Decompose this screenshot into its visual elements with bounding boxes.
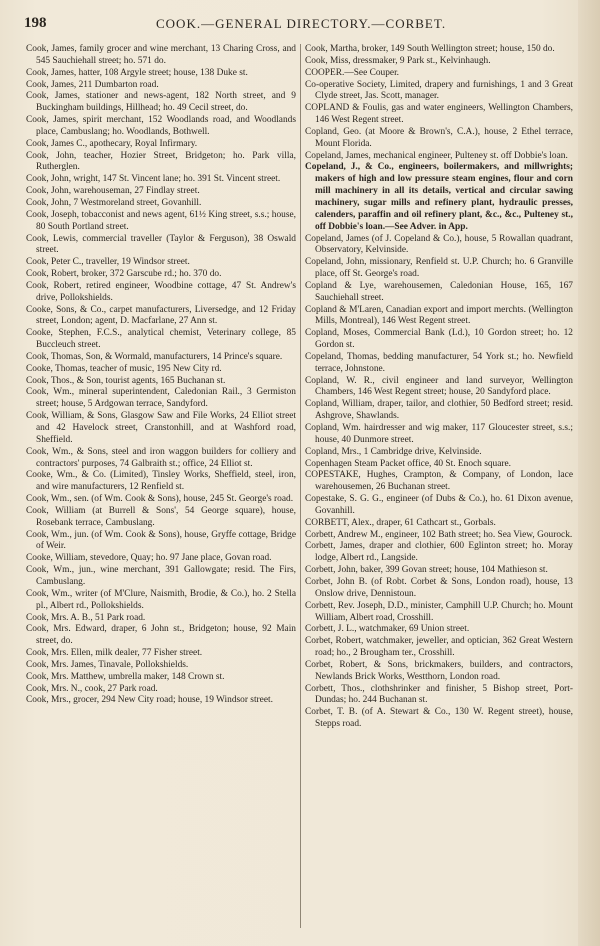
column-divider [300, 44, 301, 928]
page-header [24, 14, 564, 32]
directory-entry: Cook, James, stationer and news-agent, 182 North street, and 9 Buckingham buildings, Hillhead; ho. 49 Cecil street, do. [26, 91, 296, 114]
directory-entry: Cook, Martha, broker, 149 South Wellington street; house, 150 do. [305, 44, 555, 54]
right-column [305, 44, 573, 731]
directory-entry: Cook, William (at Burrell & Sons', 54 George square), house, Rosebank terrace, Cambuslang. [26, 505, 296, 528]
directory-entry: Cook, John, wright, 147 St. Vincent lane; ho. 391 St. Vincent street. [26, 174, 281, 185]
directory-entry: Copeland, James (of J. Copeland & Co.), house, 5 Rowallan quadrant, Observatory, Kelvinside. [305, 233, 573, 256]
directory-entry: Cooke, Wm., & Co. (Limited), Tinsley Works, Sheffield, steel, iron, and wire manufacturers, 12 Renfield st. [26, 470, 296, 493]
directory-entry: Copenhagen Steam Packet office, 40 St. Enoch square. [305, 458, 512, 469]
page-number: 198 [24, 15, 47, 31]
directory-entry: Copland & M'Laren, Canadian export and import merchts. (Wellington Mills, Montreal), 146 West Regent street. [305, 304, 573, 327]
directory-entry: COOPER.—See Couper. [305, 67, 400, 78]
directory-entry: Corbett, John, baker, 399 Govan street; house, 104 Mathieson st. [305, 565, 548, 576]
directory-entry: Copestake, S. G. G., engineer (of Dubs & Co.), ho. 61 Dixon avenue, Govanhill. [305, 494, 573, 516]
directory-entry: Cook, Robert, broker, 372 Garscube rd.; ho. 370 do. [26, 269, 222, 280]
directory-entry: Copeland, John, missionary, Renfield st. U.P. Church; ho. 6 Granville place, off St. George's road. [305, 257, 573, 280]
directory-entry: Cooke, Sons, & Co., carpet manufacturers, Liversedge, and 12 Friday street, London; agent, D. Macfarlane, 27 Ann st. [26, 304, 296, 327]
directory-entry: Copland, Moses, Commercial Bank (Ld.), 10 Gordon street; ho. 12 Gordon st. [305, 328, 573, 351]
directory-entry: Corbett, Rev. Joseph, D.D., minister, Camphill U.P. Church; ho. Mount William, Albert road, Crosshill. [305, 600, 573, 623]
directory-entry: Corbet, Robert, watchmaker, jeweller, and optician, 362 Great Western road; ho., 2 Brougham ter., Crosshill. [305, 636, 573, 659]
page-title: COOK.—GENERAL DIRECTORY.—CORBET. [156, 16, 447, 31]
directory-entry: Copland, Geo. (at Moore & Brown's, C.A.), house, 2 Ethel terrace, Mount Florida. [305, 126, 573, 149]
directory-entry: Cook, James, spirit merchant, 152 Woodlands road, and Woodlands place, Cambuslang; ho. Woodlands, Bothwell. [26, 115, 296, 137]
directory-entry: Corbett, Andrew M., engineer, 102 Bath street; ho. Sea View, Gourock. [305, 529, 573, 540]
directory-entry: Cook, Mrs. James, Tinavale, Pollokshields. [26, 659, 189, 670]
directory-entry: Cook, William, & Sons, Glasgow Saw and File Works, 24 Elliot street and 42 Havelock street, Cranstonhill, and at Washford road, Sheffield. [26, 411, 296, 445]
directory-entry: Cook, John, warehouseman, 27 Findlay street. [26, 186, 200, 197]
directory-entry: Cooke, Stephen, F.C.S., analytical chemist, Veterinary college, 85 Buccleuch street. [26, 328, 296, 351]
directory-entry: Cook, Miss, dressmaker, 9 Park st., Kelvinhaugh. [305, 55, 491, 66]
directory-entry: Co-operative Society, Limited, drapery and furnishings, 1 and 3 Great Clyde street, Jas. Scott, manager. [305, 79, 573, 102]
directory-entry: Corbet, Robert, & Sons, brickmakers, builders, and contractors, Newlands Brick Works, Westthorn, London road. [305, 659, 573, 682]
directory-entry: Copland, W. R., civil engineer and land surveyor, Wellington Chambers, 146 West Regent street; house, 20 Sandyford place. [305, 375, 573, 398]
directory-entry: COPLAND & Foulis, gas and water engineers, Wellington Chambers, 146 West Regent street. [305, 103, 573, 126]
directory-entry: Cooke, William, stevedore, Quay; ho. 97 Jane place, Govan road. [26, 553, 272, 564]
directory-entry: Corbet, T. B. (of A. Stewart & Co., 130 W. Regent street), house, Stepps road. [305, 707, 573, 730]
directory-entry: COPESTAKE, Hughes, Crampton, & Company, of London, lace warehousemen, 26 Buchanan street. [305, 470, 573, 493]
binding-gutter [578, 0, 600, 946]
directory-entry: Cook, Mrs. Edward, draper, 6 John st., Bridgeton; house, 92 Main street, do. [26, 624, 296, 647]
directory-entry: Copeland, James, mechanical engineer, Pulteney st. off Dobbie's loan. [305, 150, 568, 161]
directory-entry: Cook, Wm., writer (of M'Clure, Naismith, Brodie, & Co.), ho. 2 Stella pl., Albert rd., Pollokshields. [26, 588, 296, 611]
directory-entry: Cook, Wm., & Sons, steel and iron waggon builders for colliery and contractors' purposes, 74 Galbraith st.; office, 24 Elliot st. [26, 446, 296, 469]
directory-entry: Cook, Wm., jun. (of Wm. Cook & Sons), house, Gryffe cottage, Bridge of Weir. [26, 529, 296, 552]
directory-entry: Cook, Peter C., traveller, 19 Windsor street. [26, 257, 190, 268]
directory-entry: Cook, James, hatter, 108 Argyle street; house, 138 Duke st. [26, 67, 248, 78]
directory-entry: Cook, James, 211 Dumbarton road. [26, 79, 159, 90]
directory-entry: Corbett, Thos., clothshrinker and finisher, 5 Bishop street, Port-Dundas; ho. 244 Buchanan st. [305, 683, 573, 706]
directory-entry: Cook, Mrs., grocer, 294 New City road; house, 19 Windsor street. [26, 695, 273, 706]
directory-entry: Corbett, James, draper and clothier, 600 Eglinton street; ho. Moray lodge, Albert rd., Langside. [305, 541, 573, 564]
directory-entry: Copland & Lye, warehousemen, Caledonian House, 165, 167 Sauchiehall street. [305, 280, 573, 303]
directory-entry: Cook, Mrs. N., cook, 27 Park road. [26, 683, 158, 694]
directory-entry: Cook, Robert, retired engineer, Woodbine cottage, 47 St. Andrew's drive, Pollokshields. [26, 280, 296, 303]
directory-entry: Copland, Wm. hairdresser and wig maker, 117 Gloucester street, s.s.; house, 40 Dunmore street. [305, 423, 573, 445]
directory-entry: Copland, William, draper, tailor, and clothier, 50 Bedford street; resid. Ashgrove, Shawlands. [305, 399, 573, 422]
directory-entry: Cook, Thos., & Son, tourist agents, 165 Buchanan st. [26, 375, 226, 386]
directory-entry: Cook, John, teacher, Hozier Street, Bridgeton; ho. Park villa, Rutherglen. [26, 150, 296, 173]
directory-entry: Copeland, J., & Co., engineers, boilermakers, and millwrights; makers of high and low pressure steam engines, flour and corn mill machinery in all its details, vertical and circular sawing machinery, sugar mills and refinery plant, hydraulic presses, calenders, paraffin and oil refinery plant, &c., &c., Pulteney st., off Dobbie's loan.—See Adver. in App. [305, 162, 573, 232]
directory-entry: Corbett, J. L., watchmaker, 69 Union street. [305, 624, 470, 635]
directory-entry: CORBETT, Alex., draper, 61 Cathcart st., Gorbals. [305, 517, 496, 528]
directory-entry: Cook, Wm., sen. (of Wm. Cook & Sons), house, 245 St. George's road. [26, 494, 294, 505]
directory-entry: Cook, Thomas, Son, & Wormald, manufacturers, 14 Prince's square. [26, 351, 283, 362]
left-column [26, 44, 296, 707]
directory-entry: Copland, Mrs., 1 Cambridge drive, Kelvinside. [305, 446, 482, 457]
directory-entry: Cook, Wm., mineral superintendent, Caledonian Rail., 3 Germiston street; house, 5 Ardgowan terrace, Sandyford. [26, 387, 296, 410]
directory-entry: Cook, James, family grocer and wine merchant, 13 Charing Cross, and 545 Sauchiehall street; ho. 571 do. [26, 44, 296, 66]
directory-entry: Cook, Lewis, commercial traveller (Taylor & Ferguson), 38 Oswald street. [26, 233, 296, 256]
directory-entry: Corbet, John B. (of Robt. Corbet & Sons, London road), house, 13 Onslow drive, Dennistoun. [305, 576, 573, 599]
directory-entry: Cook, Mrs. A. B., 51 Park road. [26, 612, 146, 623]
directory-entry: Cook, Wm., jun., wine merchant, 391 Gallowgate; resid. The Firs, Cambuslang. [26, 565, 296, 587]
directory-entry: Copeland, Thomas, bedding manufacturer, 54 York st.; ho. Newfield terrace, Johnstone. [305, 351, 573, 374]
directory-entry: Cook, Mrs. Matthew, umbrella maker, 148 Crown st. [26, 671, 225, 682]
directory-entry: Cook, Joseph, tobacconist and news agent, 61½ King street, s.s.; house, 80 South Portland street. [26, 209, 296, 232]
directory-entry: Cooke, Thomas, teacher of music, 195 New City rd. [26, 363, 222, 374]
directory-entry: Cook, James C., apothecary, Royal Infirmary. [26, 138, 198, 149]
directory-entry: Cook, Mrs. Ellen, milk dealer, 77 Fisher street. [26, 648, 203, 659]
directory-entry: Cook, John, 7 Westmoreland street, Govanhill. [26, 197, 202, 208]
